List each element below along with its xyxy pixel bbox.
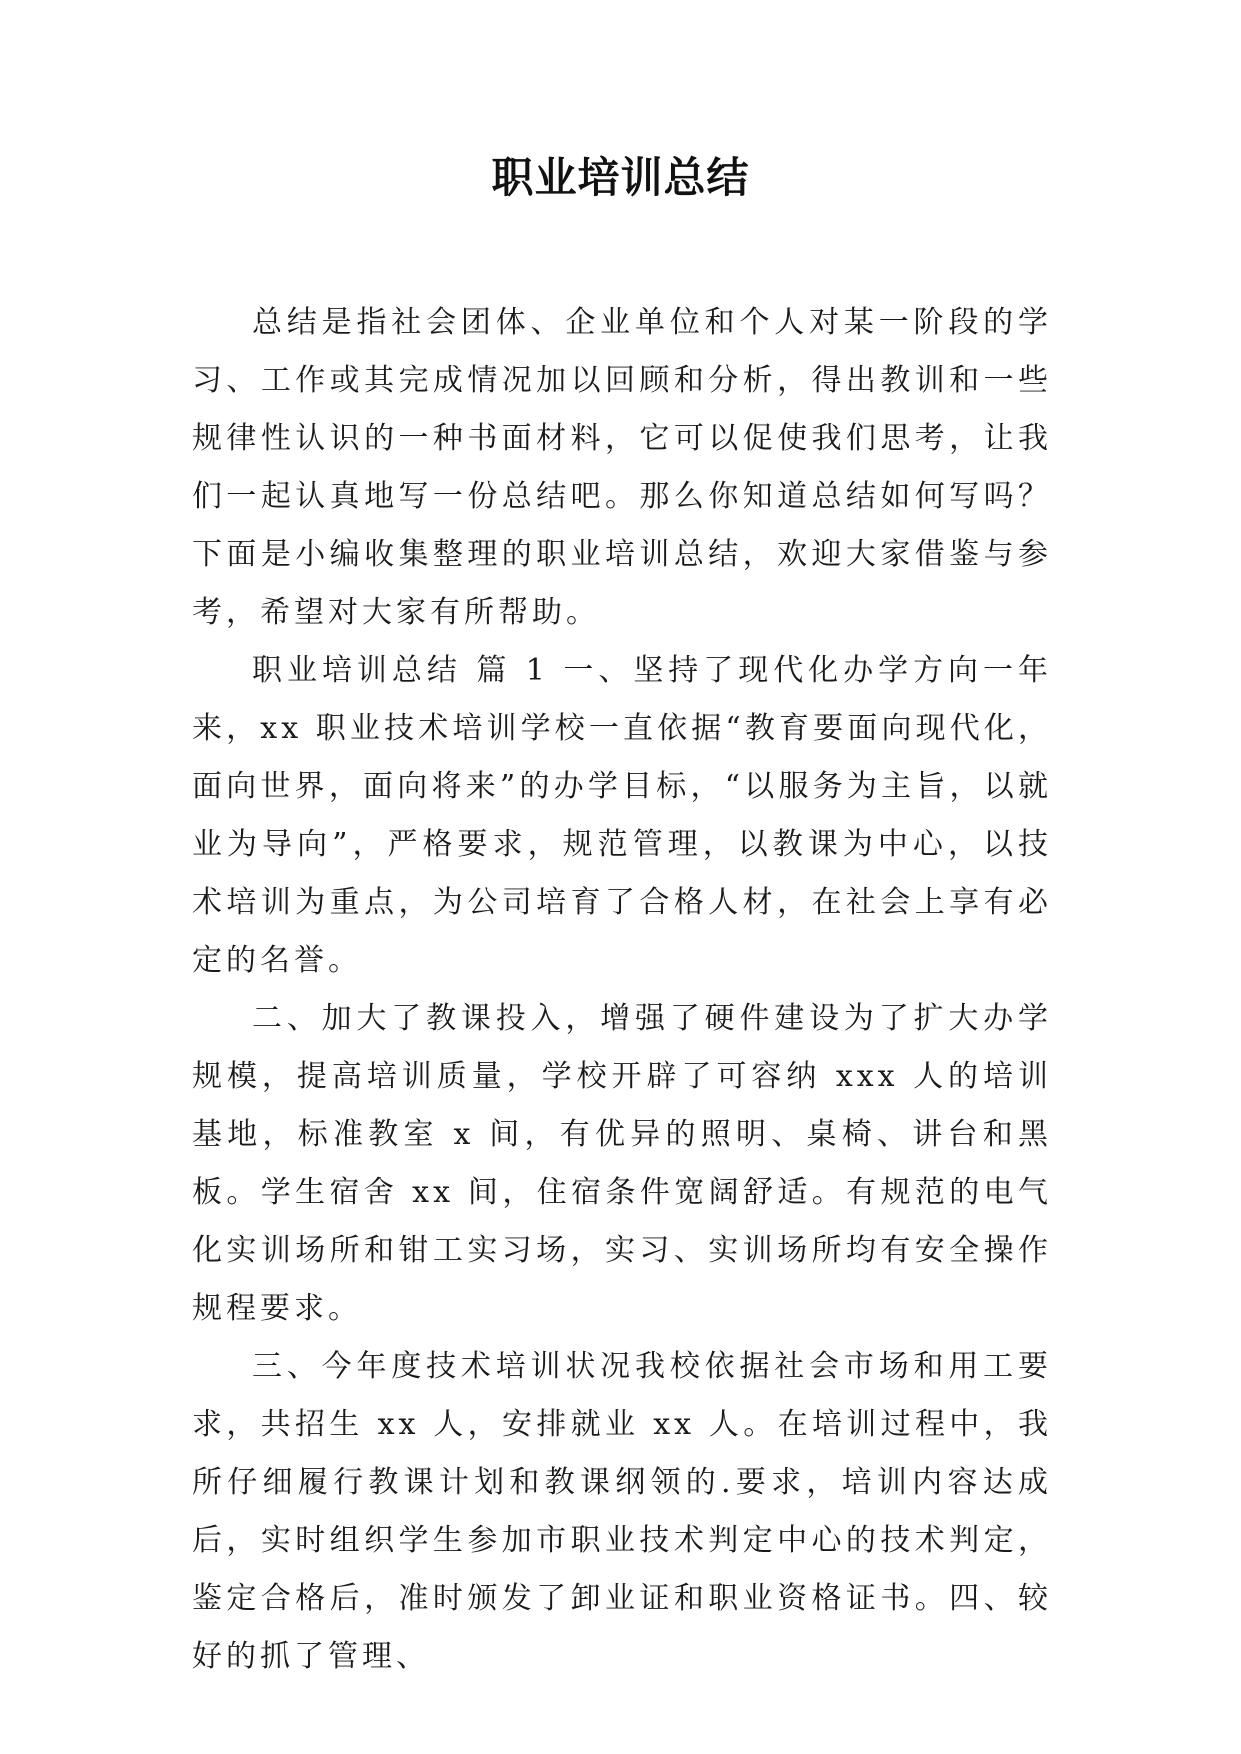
paragraph-section-2: 二、加大了教课投入，增强了硬件建设为了扩大办学规模，提高培训质量，学校开辟了可容纳 xxx 人的培训基地，标准教室 x 间，有优异的照明、桌椅、讲台和黑板。学生宿舍 xx 间，住宿条件宽阔舒适。有规范的电气化实训场所和钳工实习场，实习、实训场所均有安全操作规程要求。 [192, 1001, 1052, 1326]
document-body [192, 294, 1052, 1686]
paragraph-intro: 总结是指社会团体、企业单位和个人对某一阶段的学习、工作或其完成情况加以回顾和分析，得出教训和一些规律性认识的一种书面材料，它可以促使我们思考，让我们一起认真地写一份总结吧。那么你知道总结如何写吗？下面是小编收集整理的职业培训总结，欢迎大家借鉴与参考，希望对大家有所帮助。 [192, 305, 1052, 630]
paragraph-section-1: 职业培训总结 篇 1 一、坚持了现代化办学方向一年来，xx 职业技术培训学校一直依据“教育要面向现代化，面向世界，面向将来”的办学目标，“以服务为主旨，以就业为导向”，严格要求，规范管理，以教课为中心，以技术培训为重点，为公司培育了合格人材，在社会上享有必定的名誉。 [192, 653, 1052, 978]
document-title: 职业培训总结 [491, 153, 750, 202]
paragraph-section-3: 三、今年度技术培训状况我校依据社会市场和用工要求，共招生 xx 人，安排就业 xx 人。在培训过程中，我所仔细履行教课计划和教课纲领的.要求，培训内容达成后，实时组织学生参加市职业技术判定中心的技术判定，鉴定合格后，准时颁发了卸业证和职业资格证书。四、较好的抓了管理、 [192, 1349, 1052, 1674]
